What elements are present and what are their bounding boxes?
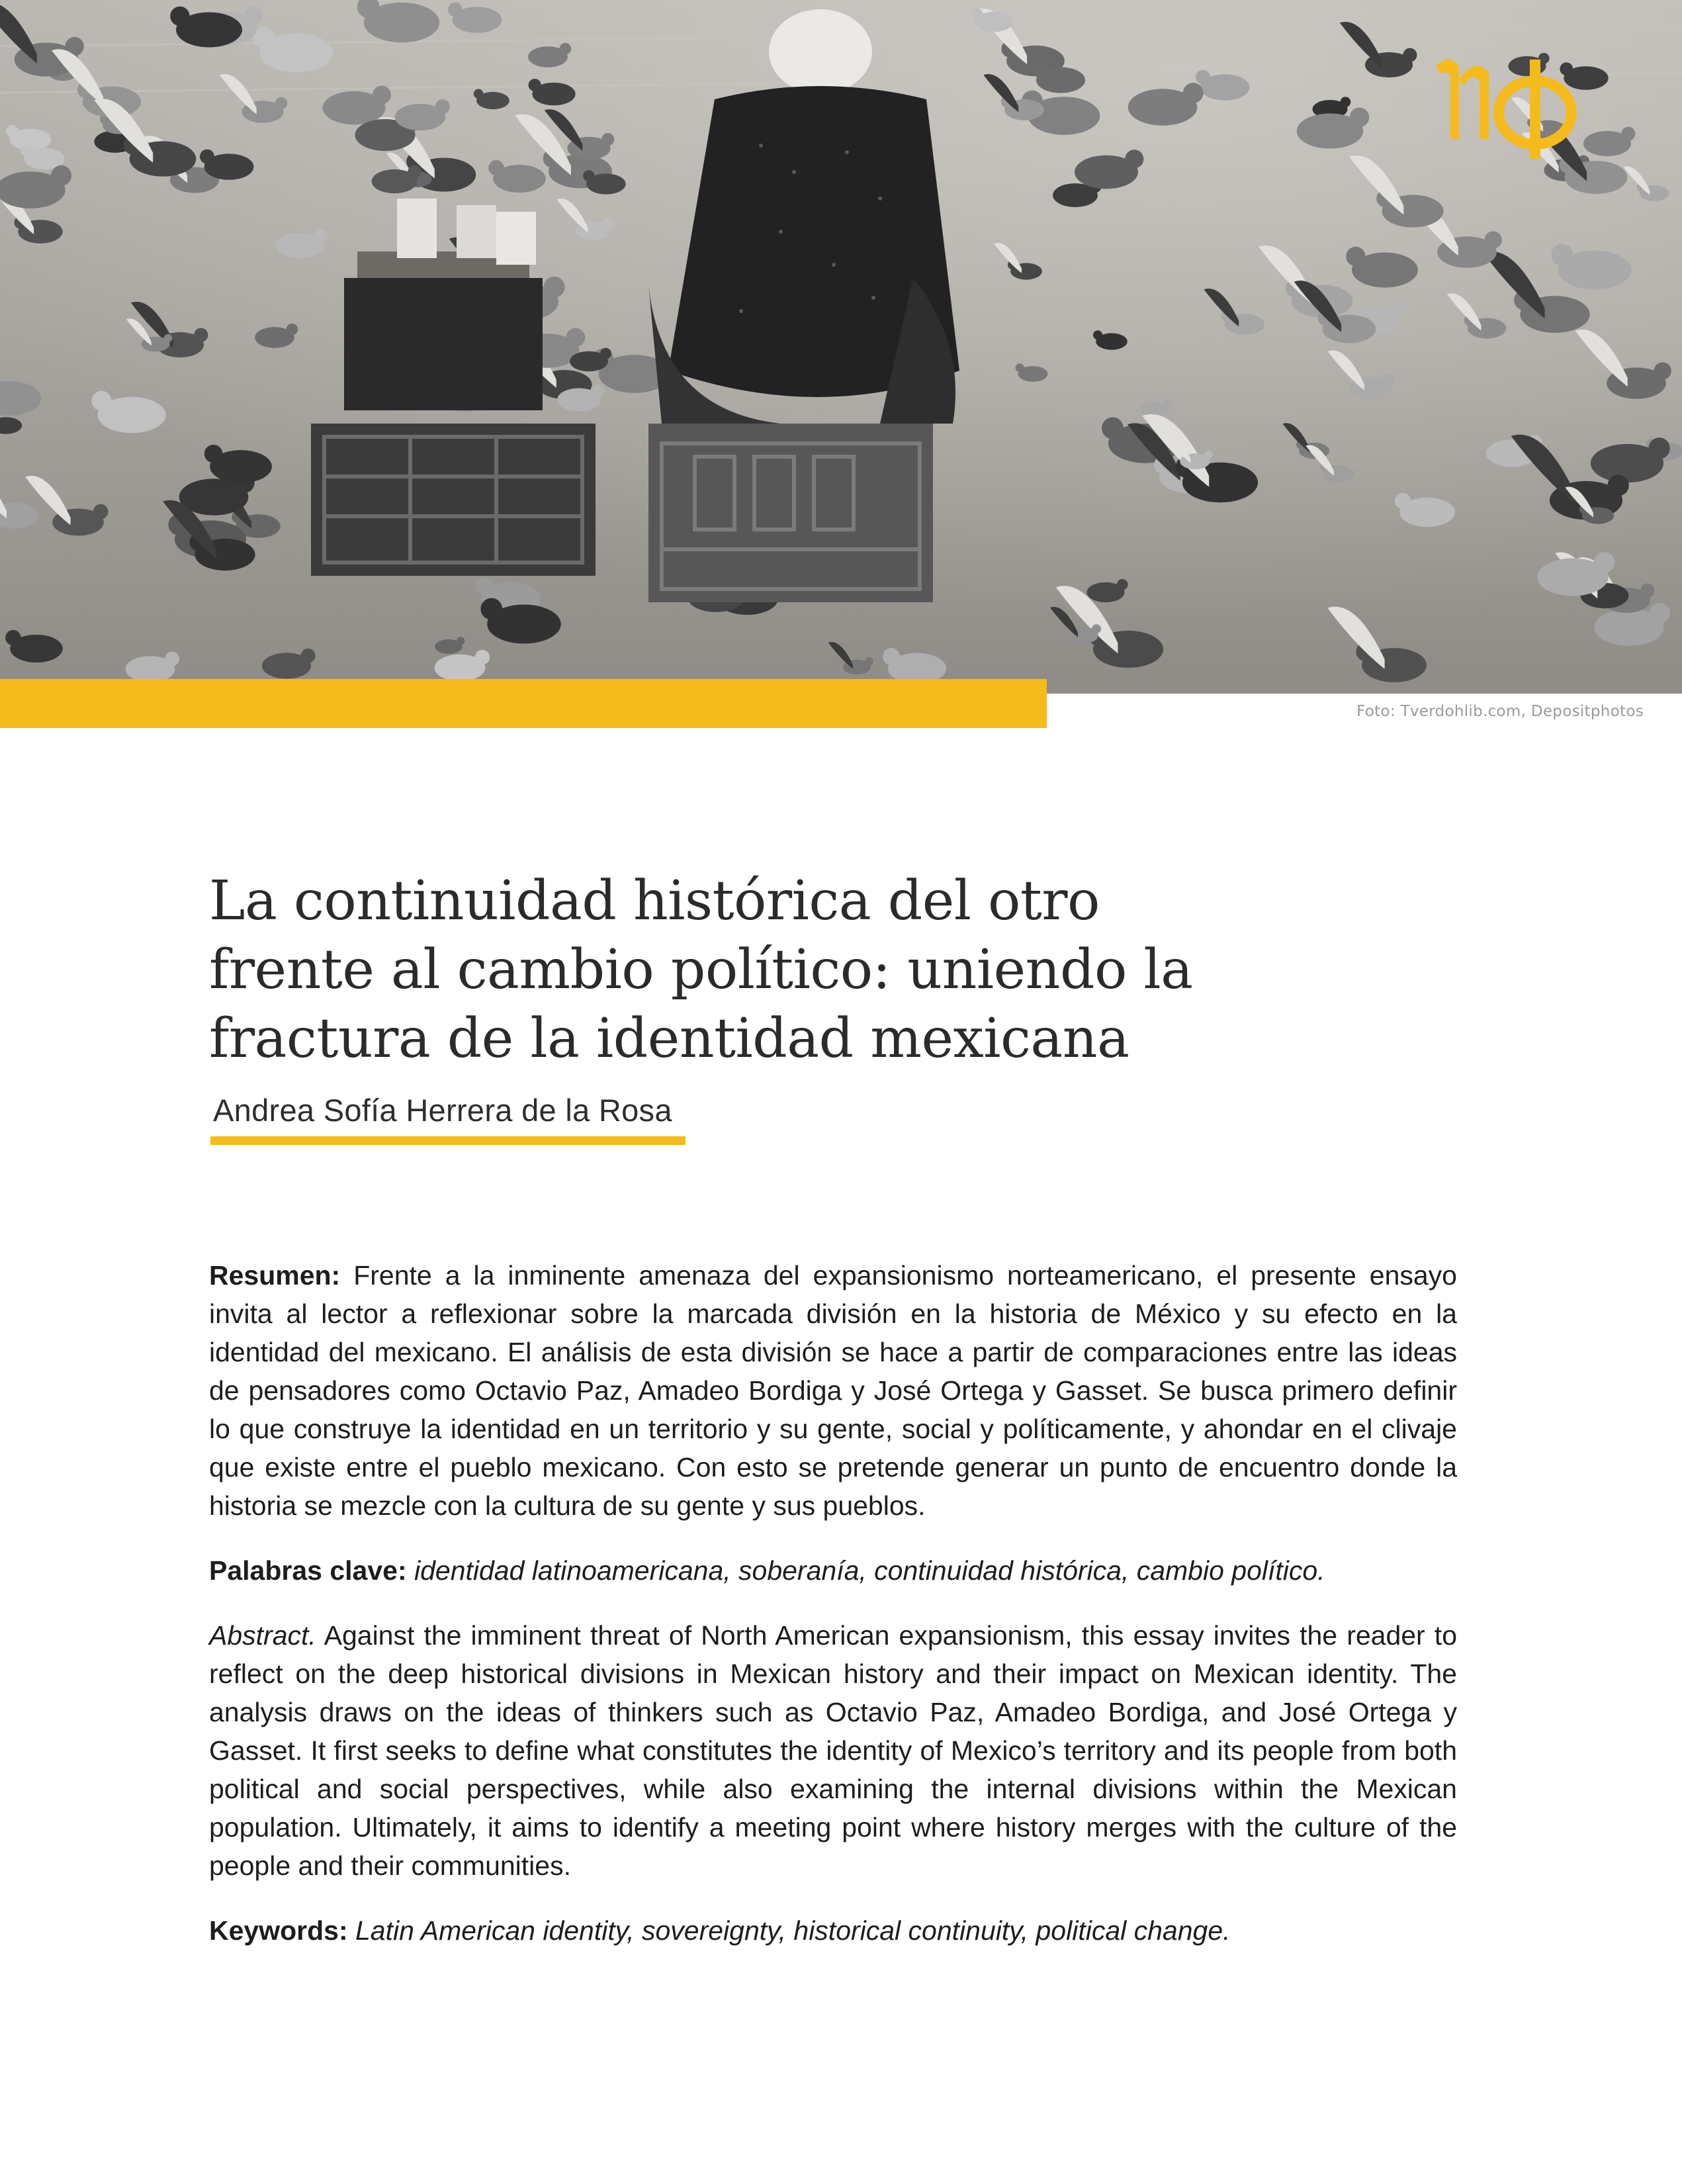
author-name: Andrea Sofía Herrera de la Rosa [213, 1093, 672, 1128]
photo-credit: Foto: Tverdohlib.com, Depositphotos [1356, 703, 1644, 720]
palabras-clave-paragraph [209, 1551, 1457, 1590]
keywords-paragraph [209, 1911, 1457, 1950]
resumen-label: Resumen: [209, 1260, 341, 1291]
header-photo [0, 0, 1682, 694]
abstract-text: Against the imminent threat of North American expansionism, this essay invites the reader to reflect on the deep historical divisions in Mexican history and their impact on Mexican identity. The analysis draws on the ideas of thinkers such as Octavio Paz, Amadeo Bordiga, and José Ortega y Gasset. It first seeks to define what constitutes the identity of Mexico’s territory and its people from both political and social perspectives, while also examining the internal divisions within the Mexican population. Ultimately, it aims to identify a meeting point where history merges with the culture of the people and their communities. [209, 1620, 1457, 1881]
abstract-label: Abstract. [209, 1620, 316, 1651]
palabras-clave-label: Palabras clave: [209, 1555, 407, 1586]
palabras-clave-text: identidad latinoamericana, soberanía, continuidad histórica, cambio político. [406, 1555, 1325, 1586]
keywords-label: Keywords: [209, 1915, 348, 1946]
article-title [209, 867, 1334, 1073]
abstract-paragraph [209, 1616, 1457, 1885]
journal-monogram-icon [1423, 40, 1581, 165]
resumen-text: Frente a la inminente amenaza del expansionismo norteamericano, el presente ensayo invita al lector a reflexionar sobre la marcada división en la historia de México y su efecto en la identidad del mexicano. El análisis de esta división se hace a partir de comparaciones entre las ideas de pensadores como Octavio Paz, Amadeo Bordiga y José Ortega y Gasset. Se busca primero definir lo que construye la identidad en un territorio y su gente, social y políticamente, y ahondar en el clivaje que existe entre el pueblo mexicano. Con esto se pretende generar un punto de encuentro donde la historia se mezcle con la cultura de su gente y sus pueblos. [209, 1260, 1457, 1521]
author-block [210, 1092, 686, 1145]
article-body [209, 1256, 1457, 1976]
title-line-3: fractura de la identidad mexicana [209, 1007, 1129, 1070]
resumen-paragraph [209, 1256, 1457, 1525]
keywords-text: Latin American identity, sovereignty, historical continuity, political change. [347, 1915, 1231, 1946]
title-line-1: La continuidad histórica del otro [209, 870, 1100, 933]
accent-bar [0, 679, 1047, 728]
title-line-2: frente al cambio político: uniendo la [209, 938, 1193, 1001]
